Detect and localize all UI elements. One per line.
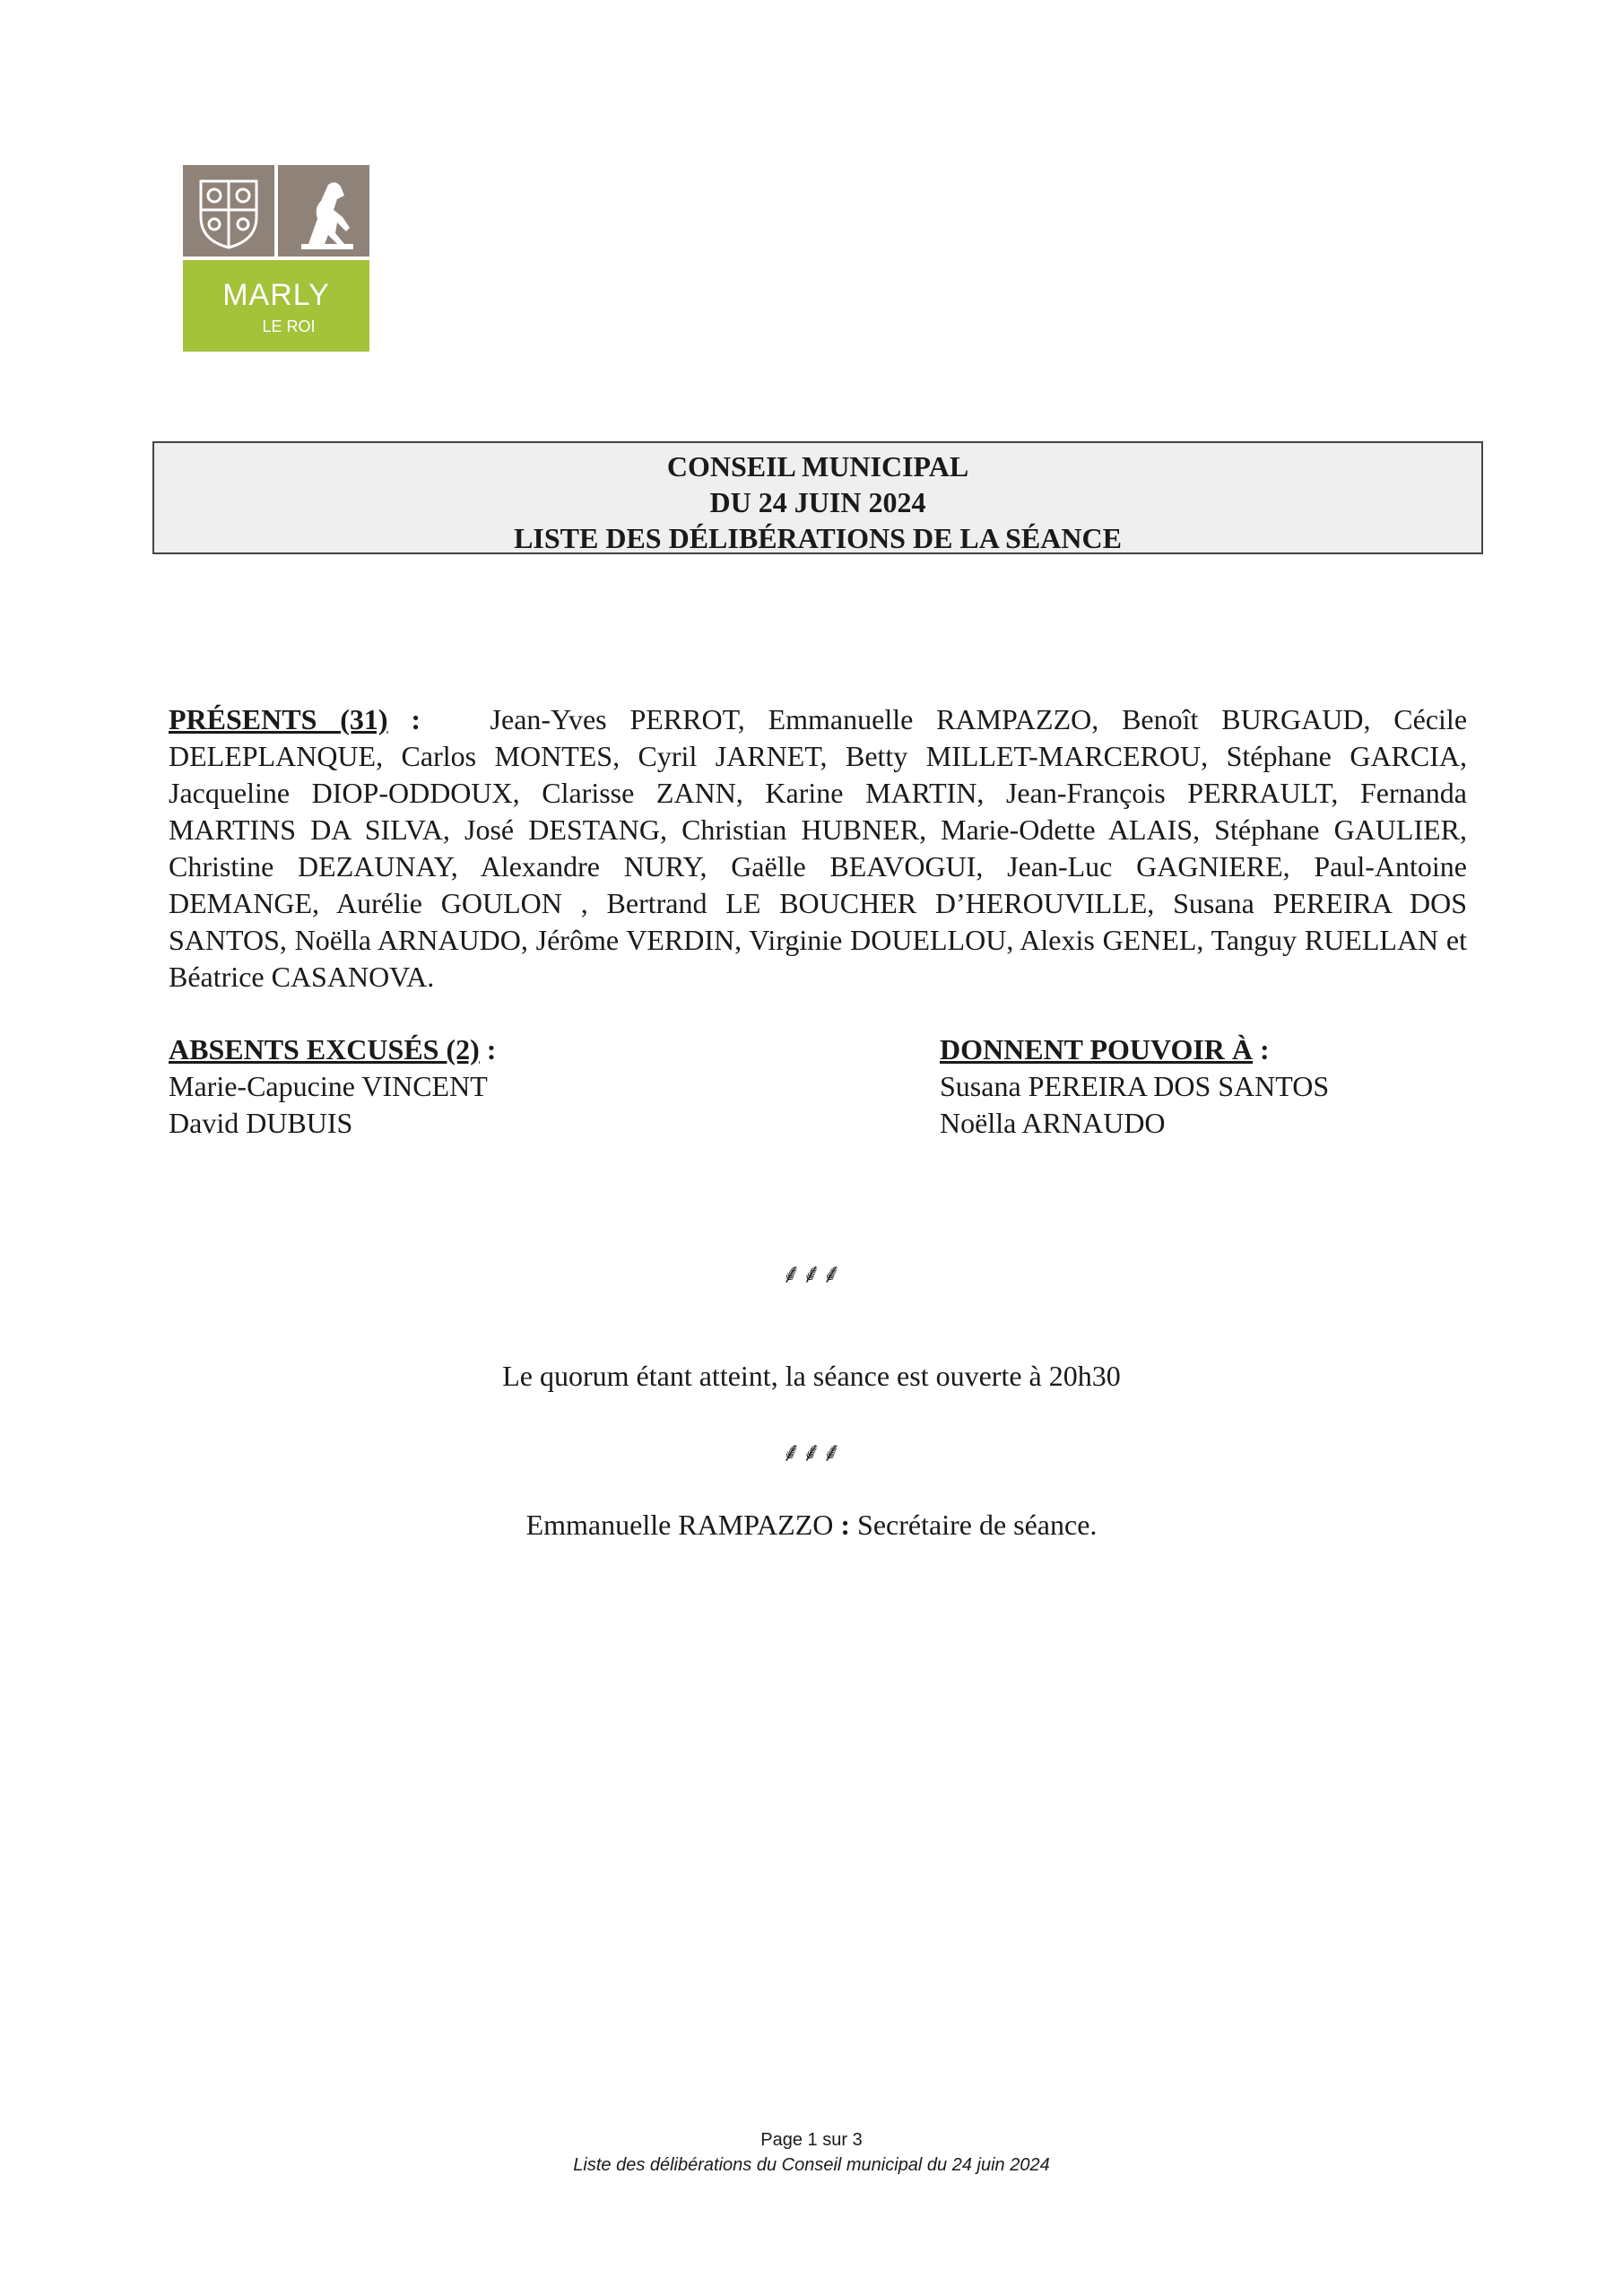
logo-text-le-roi: LE ROI bbox=[262, 317, 316, 335]
presents-paragraph bbox=[169, 701, 1467, 996]
absent-name: Marie-Capucine VINCENT bbox=[169, 1070, 488, 1102]
presents-label: PRÉSENTS (31) bbox=[169, 703, 388, 735]
absents-separator: : bbox=[479, 1033, 497, 1065]
logo-text-marly: MARLY bbox=[222, 278, 330, 312]
ornament-divider-icon: ⸙⸙⸙ bbox=[781, 1437, 842, 1468]
document-title-box bbox=[152, 441, 1483, 554]
marly-le-roi-logo bbox=[183, 165, 369, 352]
secretaire-role: Secrétaire de séance. bbox=[857, 1509, 1098, 1541]
pouvoir-name: Susana PEREIRA DOS SANTOS bbox=[940, 1070, 1330, 1102]
absents-column bbox=[169, 1031, 796, 1142]
footer-page-number: Page 1 sur 3 bbox=[760, 2130, 863, 2150]
absents-label: ABSENTS EXCUSÉS (2) bbox=[169, 1033, 480, 1065]
ornament-divider-icon: ⸙⸙⸙ bbox=[781, 1258, 842, 1290]
title-line-liste: LISTE DES DÉLIBÉRATIONS DE LA SÉANCE bbox=[514, 522, 1122, 554]
pouvoir-column bbox=[940, 1031, 1496, 1142]
secretaire-name: Emmanuelle RAMPAZZO bbox=[525, 1509, 834, 1541]
presents-names: Jean-Yves PERROT, Emmanuelle RAMPAZZO, Benoît BURGAUD, Cécile DELEPLANQUE, Carlos MONTES, Cyril JARNET, Betty MILLET-MARCEROU, Stéphane GARCIA, Jacqueline DIOP-ODDOUX, Clarisse ZANN, Karine MARTIN, Jean-François PERRAULT, Fernanda MARTINS DA SILVA, José DESTANG, Christian HUBNER, Marie-Odette ALAIS, Stéphane GAULIER, Christine DEZAUNAY, Alexandre NURY, Gaëlle BEAVOGUI, Jean-Luc GAGNIERE, Paul-Antoine DEMANGE, Aurélie GOULON , Bertrand LE BOUCHER D’HEROUVILLE, Susana PEREIRA DOS SANTOS, Noëlla ARNAUDO, Jérôme VERDIN, Virginie DOUELLOU, Alexis GENEL, Tanguy RUELLAN et Béatrice CASANOVA. bbox=[169, 703, 1468, 993]
pouvoir-separator: : bbox=[1253, 1033, 1270, 1065]
quorum-statement: Le quorum étant atteint, la séance est ouverte à 20h30 bbox=[502, 1360, 1121, 1392]
presents-separator: : bbox=[387, 703, 421, 735]
secretaire-separator: : bbox=[833, 1509, 858, 1541]
footer-subtitle: Liste des délibérations du Conseil municipal du 24 juin 2024 bbox=[573, 2155, 1050, 2175]
title-line-date: DU 24 JUIN 2024 bbox=[709, 486, 926, 518]
absent-name: David DUBUIS bbox=[169, 1107, 353, 1139]
secretaire-line bbox=[0, 1507, 1623, 1543]
pouvoir-name: Noëlla ARNAUDO bbox=[940, 1107, 1166, 1139]
pouvoir-label: DONNENT POUVOIR À bbox=[940, 1033, 1254, 1065]
title-line-conseil: CONSEIL MUNICIPAL bbox=[666, 450, 969, 483]
